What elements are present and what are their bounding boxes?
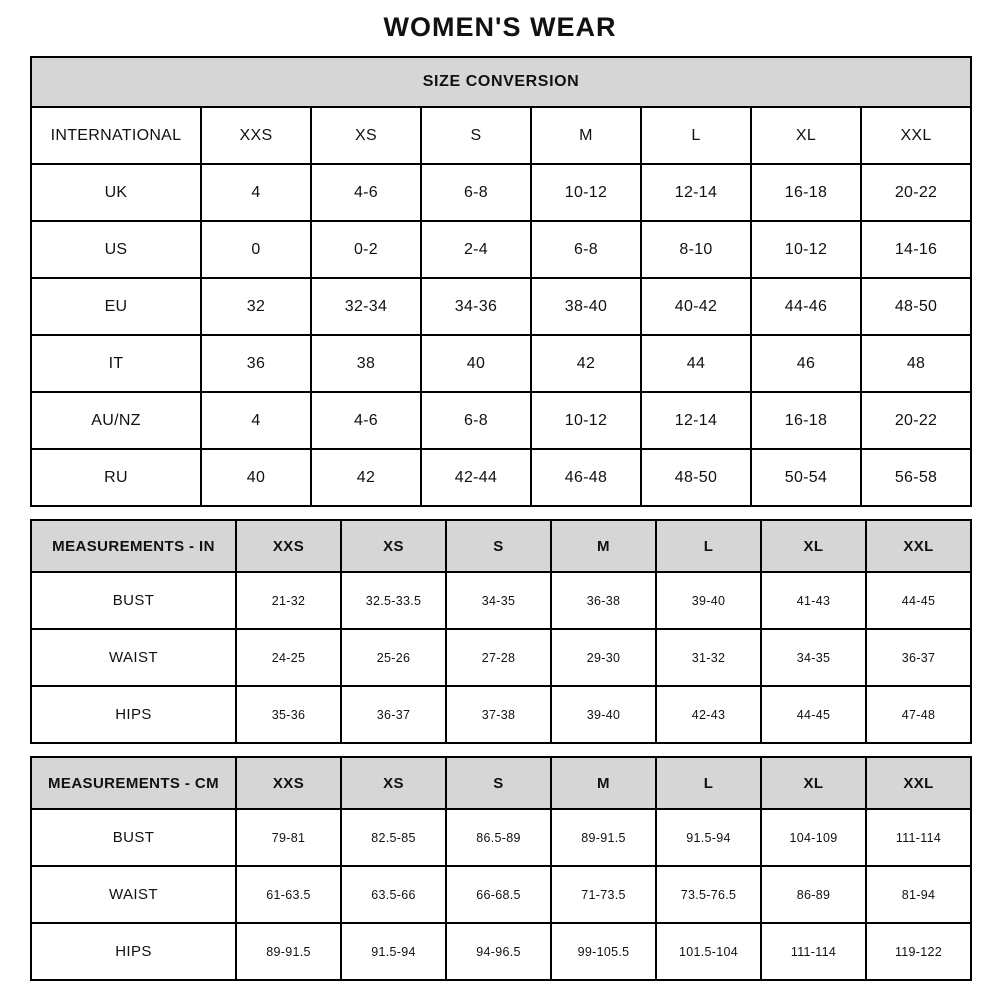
measurement-value-cell: 81-94 <box>866 866 971 923</box>
measurement-value-cell: 79-81 <box>236 809 341 866</box>
measurement-value-cell: 36-37 <box>866 629 971 686</box>
measurements-header-row <box>31 757 971 809</box>
region-label: RU <box>31 449 201 506</box>
size-value-cell: 46 <box>751 335 861 392</box>
size-value-cell: 20-22 <box>861 164 971 221</box>
measurement-value-cell: 111-114 <box>761 923 866 980</box>
measurement-value-cell: 42-43 <box>656 686 761 743</box>
size-conversion-body <box>31 107 971 506</box>
size-column-label: M <box>531 107 641 164</box>
measurement-value-cell: 63.5-66 <box>341 866 446 923</box>
region-label: AU/NZ <box>31 392 201 449</box>
size-column-label: XS <box>341 757 446 809</box>
size-value-cell: 6-8 <box>421 392 531 449</box>
measurement-row <box>31 629 971 686</box>
size-conversion-row <box>31 278 971 335</box>
size-value-cell: 4 <box>201 164 311 221</box>
size-column-label: L <box>641 107 751 164</box>
size-value-cell: 48-50 <box>641 449 751 506</box>
measurement-value-cell: 21-32 <box>236 572 341 629</box>
size-value-cell: 6-8 <box>421 164 531 221</box>
size-value-cell: 40-42 <box>641 278 751 335</box>
measurement-value-cell: 27-28 <box>446 629 551 686</box>
size-conversion-table <box>30 56 972 507</box>
size-column-label: XXL <box>866 757 971 809</box>
size-value-cell: 40 <box>421 335 531 392</box>
international-label: INTERNATIONAL <box>31 107 201 164</box>
measurement-value-cell: 44-45 <box>866 572 971 629</box>
size-value-cell: 38-40 <box>531 278 641 335</box>
size-conversion-row <box>31 221 971 278</box>
size-value-cell: 42 <box>311 449 421 506</box>
measurement-label: WAIST <box>31 866 236 923</box>
size-value-cell: 48 <box>861 335 971 392</box>
measurement-value-cell: 91.5-94 <box>341 923 446 980</box>
size-column-label: L <box>656 757 761 809</box>
measurement-value-cell: 111-114 <box>866 809 971 866</box>
measurement-value-cell: 71-73.5 <box>551 866 656 923</box>
measurements-title: MEASUREMENTS - IN <box>31 520 236 572</box>
size-value-cell: 42-44 <box>421 449 531 506</box>
region-label: IT <box>31 335 201 392</box>
measurement-value-cell: 47-48 <box>866 686 971 743</box>
size-value-cell: 32 <box>201 278 311 335</box>
page-title: WOMEN'S WEAR <box>383 12 617 42</box>
size-value-cell: 32-34 <box>311 278 421 335</box>
measurements-header-row <box>31 520 971 572</box>
size-column-label: XS <box>311 107 421 164</box>
size-value-cell: 10-12 <box>531 164 641 221</box>
size-column-label: M <box>551 520 656 572</box>
size-value-cell: 4-6 <box>311 164 421 221</box>
size-value-cell: 38 <box>311 335 421 392</box>
measurement-value-cell: 44-45 <box>761 686 866 743</box>
measurement-label: BUST <box>31 572 236 629</box>
measurement-label: HIPS <box>31 686 236 743</box>
measurement-value-cell: 73.5-76.5 <box>656 866 761 923</box>
measurements-in-body <box>31 520 971 743</box>
measurement-label: HIPS <box>31 923 236 980</box>
size-value-cell: 10-12 <box>751 221 861 278</box>
size-column-label: XL <box>761 757 866 809</box>
measurement-value-cell: 24-25 <box>236 629 341 686</box>
size-column-label: S <box>421 107 531 164</box>
measurement-row <box>31 923 971 980</box>
size-conversion-row <box>31 449 971 506</box>
size-value-cell: 42 <box>531 335 641 392</box>
size-conversion-header: SIZE CONVERSION <box>31 57 971 107</box>
size-value-cell: 48-50 <box>861 278 971 335</box>
size-value-cell: 16-18 <box>751 164 861 221</box>
size-column-label: XXS <box>236 520 341 572</box>
measurement-value-cell: 91.5-94 <box>656 809 761 866</box>
measurement-value-cell: 35-36 <box>236 686 341 743</box>
size-column-label: XXS <box>201 107 311 164</box>
measurement-row <box>31 866 971 923</box>
measurement-label: BUST <box>31 809 236 866</box>
measurement-value-cell: 61-63.5 <box>236 866 341 923</box>
measurement-value-cell: 37-38 <box>446 686 551 743</box>
measurement-value-cell: 86-89 <box>761 866 866 923</box>
measurement-label: WAIST <box>31 629 236 686</box>
size-value-cell: 10-12 <box>531 392 641 449</box>
measurement-value-cell: 32.5-33.5 <box>341 572 446 629</box>
size-value-cell: 46-48 <box>531 449 641 506</box>
measurement-row <box>31 809 971 866</box>
measurement-value-cell: 82.5-85 <box>341 809 446 866</box>
measurement-value-cell: 101.5-104 <box>656 923 761 980</box>
size-column-label: XS <box>341 520 446 572</box>
size-value-cell: 12-14 <box>641 164 751 221</box>
size-value-cell: 50-54 <box>751 449 861 506</box>
size-value-cell: 2-4 <box>421 221 531 278</box>
measurement-value-cell: 36-38 <box>551 572 656 629</box>
measurement-value-cell: 39-40 <box>656 572 761 629</box>
measurement-value-cell: 39-40 <box>551 686 656 743</box>
size-value-cell: 36 <box>201 335 311 392</box>
size-column-label: XXL <box>861 107 971 164</box>
measurements-in-table <box>30 519 972 744</box>
size-value-cell: 44 <box>641 335 751 392</box>
size-value-cell: 0 <box>201 221 311 278</box>
size-value-cell: 14-16 <box>861 221 971 278</box>
measurement-value-cell: 89-91.5 <box>551 809 656 866</box>
measurement-value-cell: 94-96.5 <box>446 923 551 980</box>
measurement-value-cell: 89-91.5 <box>236 923 341 980</box>
size-value-cell: 4 <box>201 392 311 449</box>
measurements-title: MEASUREMENTS - CM <box>31 757 236 809</box>
size-conversion-row <box>31 164 971 221</box>
measurements-cm-table <box>30 756 972 981</box>
size-value-cell: 6-8 <box>531 221 641 278</box>
measurement-value-cell: 119-122 <box>866 923 971 980</box>
measurement-value-cell: 34-35 <box>446 572 551 629</box>
measurement-value-cell: 31-32 <box>656 629 761 686</box>
measurement-value-cell: 36-37 <box>341 686 446 743</box>
measurements-cm-body <box>31 757 971 980</box>
region-label: EU <box>31 278 201 335</box>
size-conversion-row <box>31 335 971 392</box>
size-column-label: XXS <box>236 757 341 809</box>
measurement-value-cell: 41-43 <box>761 572 866 629</box>
size-column-label: XL <box>751 107 861 164</box>
size-value-cell: 34-36 <box>421 278 531 335</box>
size-value-cell: 16-18 <box>751 392 861 449</box>
region-label: US <box>31 221 201 278</box>
measurement-value-cell: 66-68.5 <box>446 866 551 923</box>
size-column-label: S <box>446 520 551 572</box>
size-column-label: S <box>446 757 551 809</box>
size-column-label: XL <box>761 520 866 572</box>
measurement-row <box>31 572 971 629</box>
size-column-label: M <box>551 757 656 809</box>
measurement-value-cell: 99-105.5 <box>551 923 656 980</box>
size-value-cell: 0-2 <box>311 221 421 278</box>
measurement-value-cell: 25-26 <box>341 629 446 686</box>
size-conversion-caption-row <box>31 57 971 107</box>
size-conversion-row <box>31 392 971 449</box>
size-value-cell: 12-14 <box>641 392 751 449</box>
measurement-value-cell: 104-109 <box>761 809 866 866</box>
measurement-value-cell: 86.5-89 <box>446 809 551 866</box>
size-column-label: XXL <box>866 520 971 572</box>
size-value-cell: 40 <box>201 449 311 506</box>
size-value-cell: 44-46 <box>751 278 861 335</box>
measurement-value-cell: 34-35 <box>761 629 866 686</box>
size-value-cell: 4-6 <box>311 392 421 449</box>
size-columns-row <box>31 107 971 164</box>
size-column-label: L <box>656 520 761 572</box>
region-label: UK <box>31 164 201 221</box>
measurement-value-cell: 29-30 <box>551 629 656 686</box>
size-value-cell: 8-10 <box>641 221 751 278</box>
size-value-cell: 56-58 <box>861 449 971 506</box>
measurement-row <box>31 686 971 743</box>
size-value-cell: 20-22 <box>861 392 971 449</box>
